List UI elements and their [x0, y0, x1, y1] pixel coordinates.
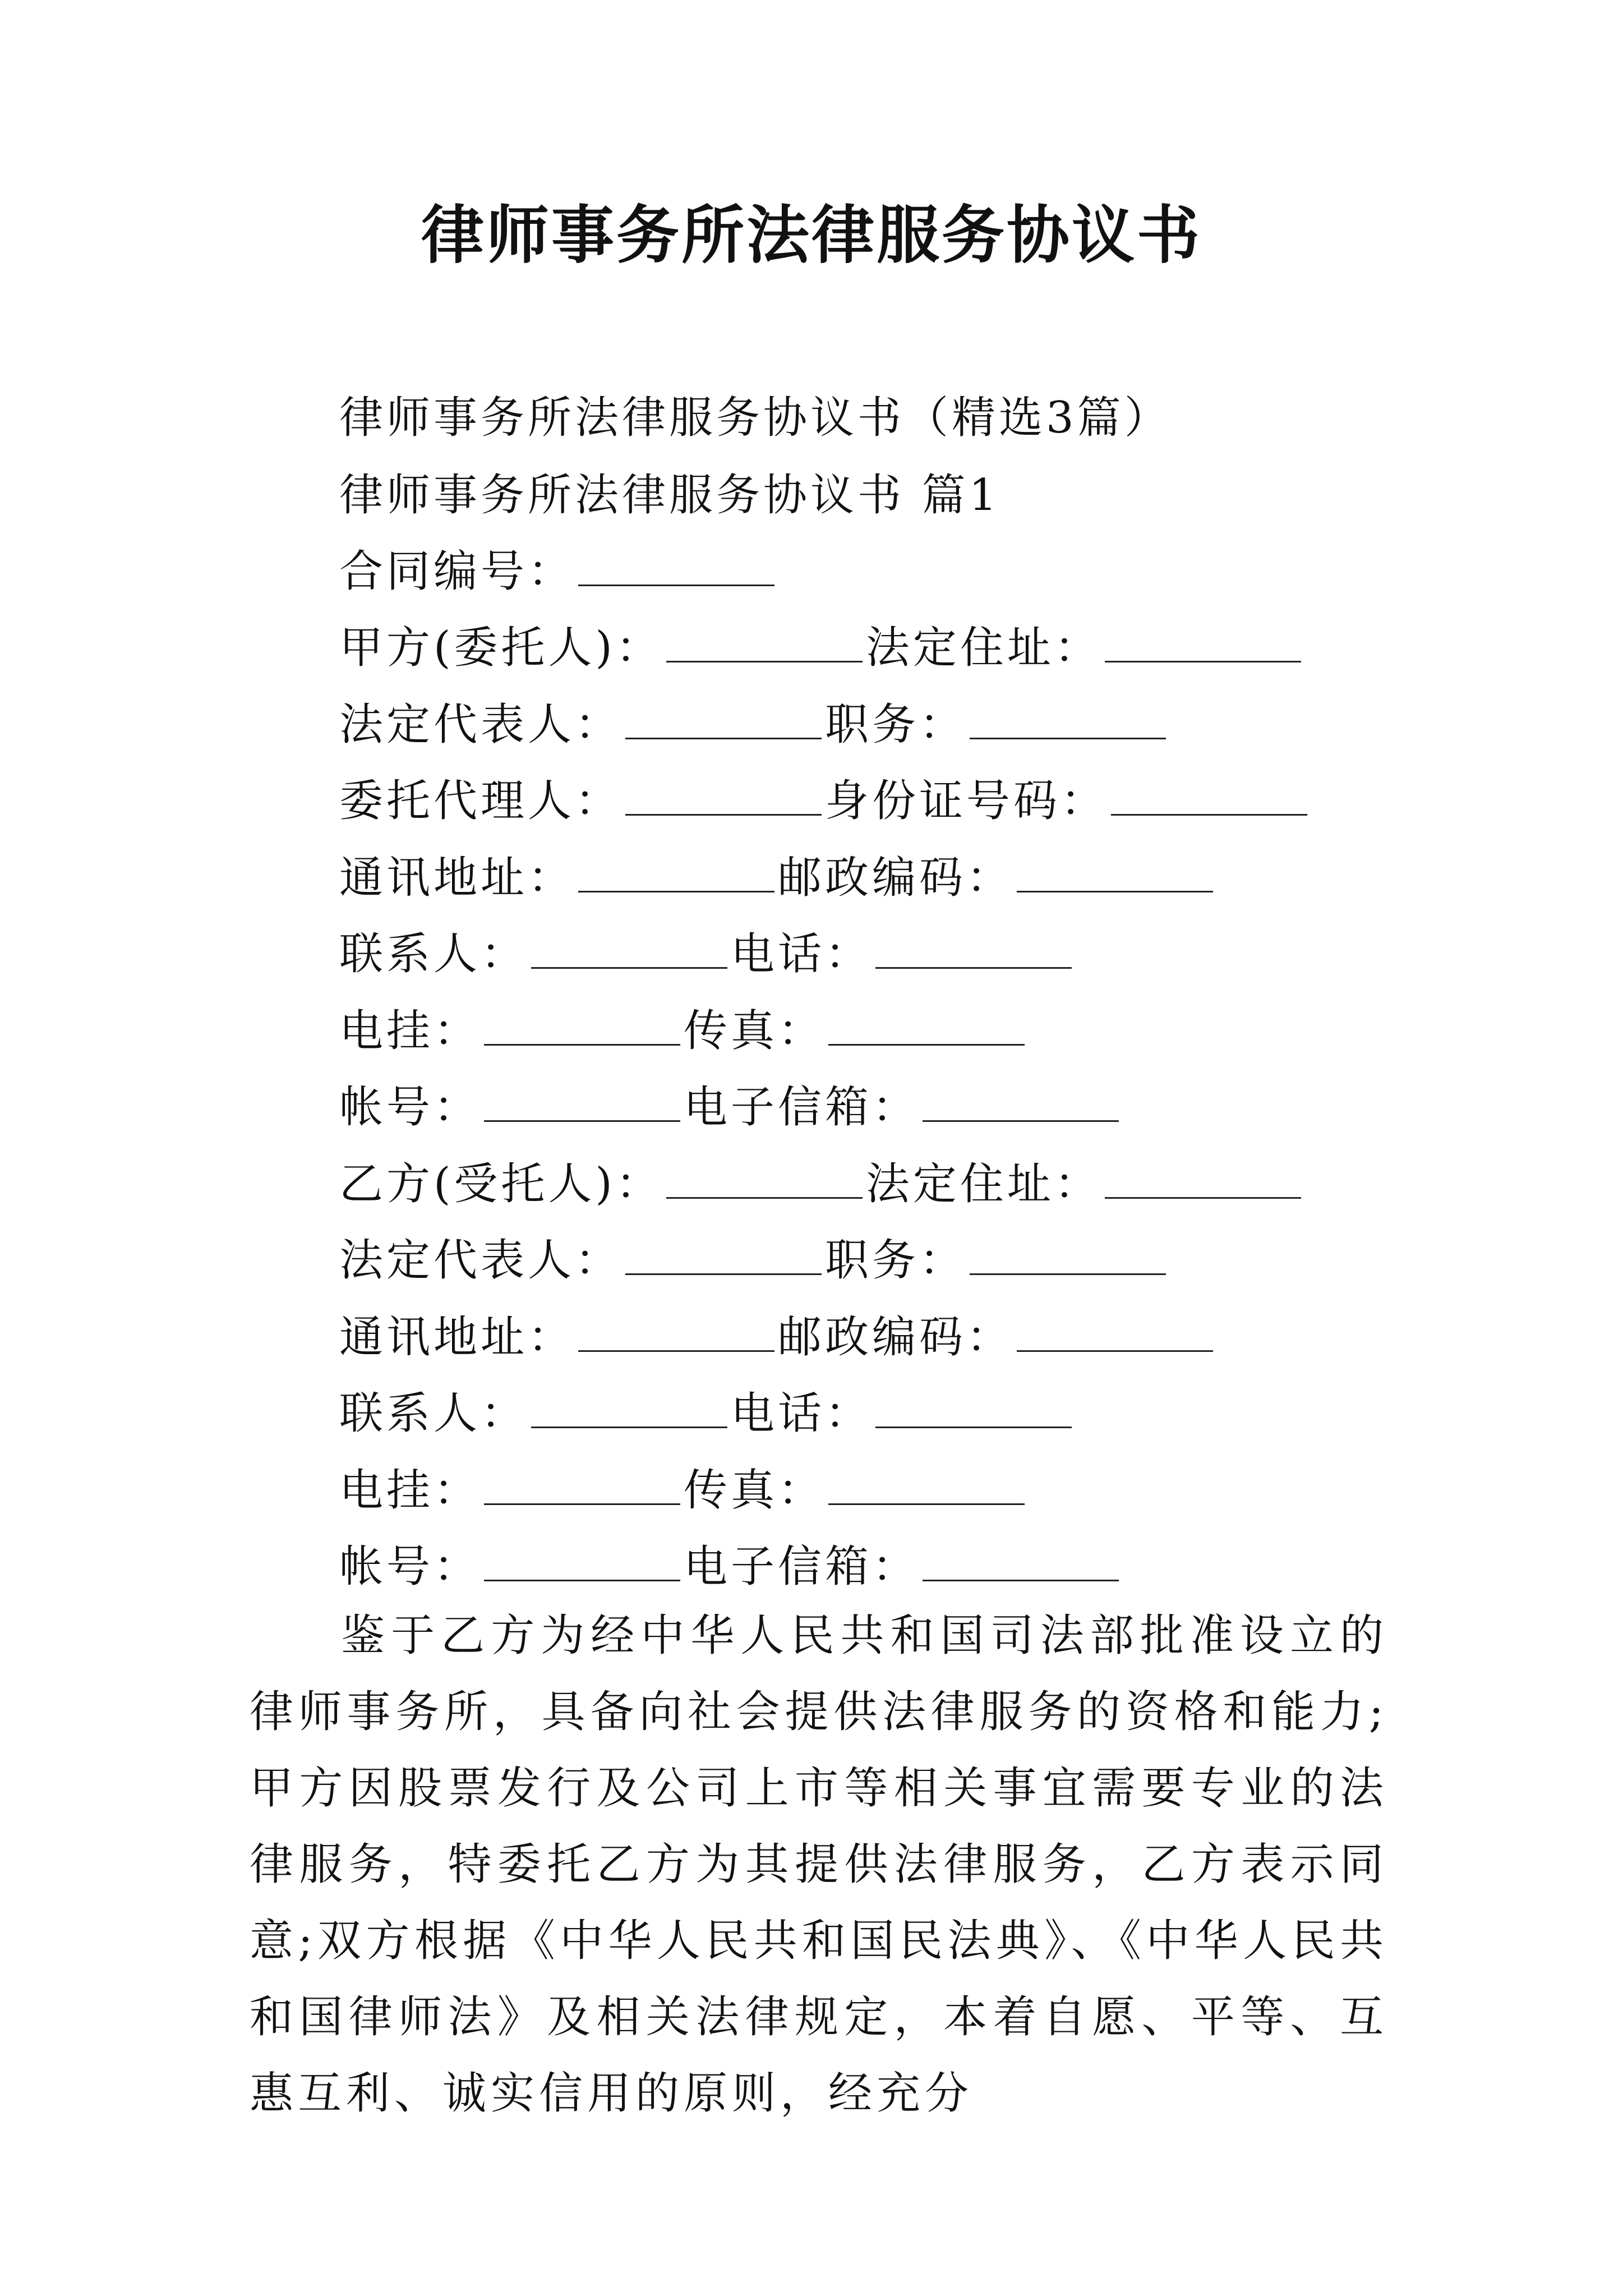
party-a-telegram-label: 电挂： [339, 1006, 481, 1056]
contract-no-label: 合同编号： [339, 546, 575, 597]
contract-no-blank [578, 545, 774, 586]
party-b-rep-blank [625, 1234, 822, 1275]
party-b-mail-label: 通讯地址： [339, 1312, 575, 1363]
party-b-position-blank [970, 1234, 1166, 1275]
party-b-blank [666, 1158, 863, 1199]
document-title: 律师事务所法律服务协议书 [421, 199, 1202, 272]
field-row-contract-no [339, 541, 778, 602]
field-row-party-b [339, 1153, 1304, 1215]
party-a-account-label: 帐号： [339, 1082, 481, 1133]
party-a-blank [666, 622, 863, 662]
party-b-contact-label: 联系人： [339, 1388, 528, 1439]
party-a-contact-label: 联系人： [339, 929, 528, 979]
document-subtitle: 律师事务所法律服务协议书（精选3篇） [339, 393, 1172, 443]
agent-blank [625, 775, 822, 816]
party-a-postcode-label: 邮政编码： [778, 853, 1014, 903]
party-b-label: 乙方(受托人)： [339, 1159, 663, 1209]
field-row-party-b-account [339, 1536, 1122, 1598]
party-a-email-blank [923, 1081, 1119, 1122]
party-a-position-blank [970, 698, 1166, 739]
id-number-label: 身份证号码： [825, 776, 1108, 826]
party-a-phone-label: 电话： [731, 929, 873, 979]
party-b-contact-blank [531, 1387, 727, 1428]
party-b-email-blank [923, 1540, 1119, 1581]
party-a-position-label: 职务： [825, 700, 967, 750]
party-b-telegram-blank [484, 1464, 680, 1505]
field-row-party-a-agent [339, 770, 1311, 832]
party-b-phone-blank [875, 1387, 1072, 1428]
party-b-account-label: 帐号： [339, 1542, 481, 1592]
party-b-account-blank [484, 1540, 680, 1581]
agent-label: 委托代理人： [339, 776, 623, 826]
party-b-position-label: 职务： [825, 1235, 967, 1286]
field-row-party-a-contact [339, 923, 1075, 985]
party-a-rep-label: 法定代表人： [339, 700, 623, 750]
field-row-party-a [339, 617, 1304, 679]
field-row-party-a-rep [339, 694, 1169, 756]
field-row-party-a-account [339, 1076, 1122, 1138]
party-b-postcode-label: 邮政编码： [778, 1312, 1014, 1363]
body-paragraph-text: 鉴于乙方为经中华人民共和国司法部批准设立的律师事务所，具备向社会提供法律服务的资格和能力;甲方因股票发行及公司上市等相关事宜需要专业的法律服务，特委托乙方为其提供法律服务，乙方表示同意;双方根据《中华人民共和国民法典》、《中华人民共和国律师法》及相关法律规定，本着自愿、平等、互惠互利、诚实信用的原则，经充分 [250, 1611, 1388, 2119]
party-b-postcode-blank [1017, 1311, 1213, 1352]
party-a-fax-label: 传真： [684, 1006, 826, 1056]
id-number-blank [1111, 775, 1307, 816]
party-b-address-label: 法定住址： [865, 1159, 1101, 1209]
party-a-label: 甲方(委托人)： [339, 623, 663, 673]
party-a-telegram-blank [484, 1005, 680, 1046]
field-row-party-a-telegram [339, 1000, 1028, 1062]
party-a-address-label: 法定住址： [865, 623, 1101, 673]
party-b-telegram-label: 电挂： [339, 1465, 481, 1516]
party-a-phone-blank [875, 928, 1072, 969]
party-a-mail-blank [578, 852, 774, 892]
field-row-party-b-contact [339, 1383, 1075, 1444]
party-a-mail-label: 通讯地址： [339, 853, 575, 903]
party-a-email-label: 电子信箱： [684, 1082, 920, 1133]
party-b-rep-label: 法定代表人： [339, 1235, 623, 1286]
party-a-rep-blank [625, 698, 822, 739]
field-row-party-b-telegram [339, 1460, 1028, 1521]
body-paragraph [250, 1598, 1388, 2132]
party-a-address-blank [1105, 622, 1301, 662]
party-a-account-blank [484, 1081, 680, 1122]
party-a-fax-blank [828, 1005, 1025, 1046]
party-b-mail-blank [578, 1311, 774, 1352]
party-b-address-blank [1105, 1158, 1301, 1199]
party-b-email-label: 电子信箱： [684, 1542, 920, 1592]
section-heading: 律师事务所法律服务协议书 篇1 [339, 470, 1000, 521]
field-row-party-b-mail [339, 1306, 1216, 1368]
party-a-contact-blank [531, 928, 727, 969]
party-b-fax-blank [828, 1464, 1025, 1505]
party-b-fax-label: 传真： [684, 1465, 826, 1516]
party-b-phone-label: 电话： [731, 1388, 873, 1439]
field-row-party-a-mail [339, 847, 1216, 909]
field-row-party-b-rep [339, 1230, 1169, 1291]
party-a-postcode-blank [1017, 852, 1213, 892]
